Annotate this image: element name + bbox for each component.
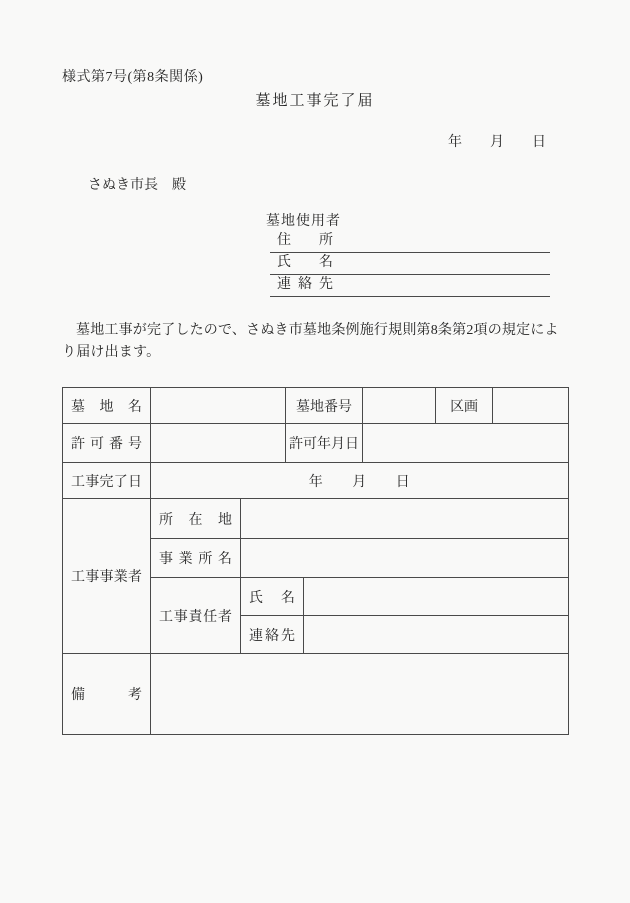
completion-row: [63, 463, 569, 499]
remarks-label-cell: 備考: [63, 654, 151, 735]
page-title: 墓地工事完了届: [255, 93, 375, 109]
contractor-office-value-cell: [241, 539, 569, 578]
name-field-row: [270, 253, 550, 275]
cemetery-number-value-cell: [363, 388, 436, 424]
manager-name-value-cell: [304, 578, 569, 616]
block-label-cell: 区画: [436, 388, 493, 424]
applicant-section: [266, 214, 550, 297]
remarks-value-cell: [151, 654, 569, 735]
manager-label-cell: 工事責任者: [151, 578, 241, 654]
completion-date-value-cell: 年 月 日: [151, 463, 569, 499]
cemetery-name-value-cell: [151, 388, 286, 424]
contractor-address-label-cell: 所在地: [151, 499, 241, 539]
contact-field-row: [270, 275, 550, 297]
permit-number-label-cell: 許可番号: [63, 424, 151, 463]
manager-contact-label-cell: 連絡先: [241, 616, 304, 654]
details-table: [62, 387, 569, 735]
completion-date-label-cell: 工事完了日: [63, 463, 151, 499]
contractor-address-row: [63, 499, 569, 539]
contact-field-label: 連絡先: [277, 277, 333, 292]
permit-number-value-cell: [151, 424, 286, 463]
address-field-row: [270, 231, 550, 253]
address-field-label: 住所: [277, 233, 333, 248]
block-value-cell: [493, 388, 569, 424]
cemetery-number-label-cell: 墓地番号: [286, 388, 363, 424]
remarks-row: [63, 654, 569, 735]
cemetery-name-label-cell: 墓地名: [63, 388, 151, 424]
applicant-heading: 墓地使用者: [266, 214, 341, 229]
form-number-label: 様式第7号(第8条関係): [62, 70, 204, 85]
permit-date-value-cell: [363, 424, 569, 463]
contractor-address-value-cell: [241, 499, 569, 539]
addressee-line: さぬき市長 殿: [88, 178, 186, 193]
manager-name-label-cell: 氏名: [241, 578, 304, 616]
permit-date-label-cell: 許可年月日: [286, 424, 363, 463]
contractor-label-cell: 工事事業者: [63, 499, 151, 654]
name-field-label: 氏名: [277, 255, 333, 270]
cemetery-row: [63, 388, 569, 424]
declaration-paragraph: 墓地工事が完了したので、さぬき市墓地条例施行規則第8条第2項の規定により届け出ます。: [62, 323, 559, 360]
contractor-office-label-cell: 事業所名: [151, 539, 241, 578]
permit-row: [63, 424, 569, 463]
manager-contact-value-cell: [304, 616, 569, 654]
date-line: 年 月 日: [448, 135, 546, 150]
